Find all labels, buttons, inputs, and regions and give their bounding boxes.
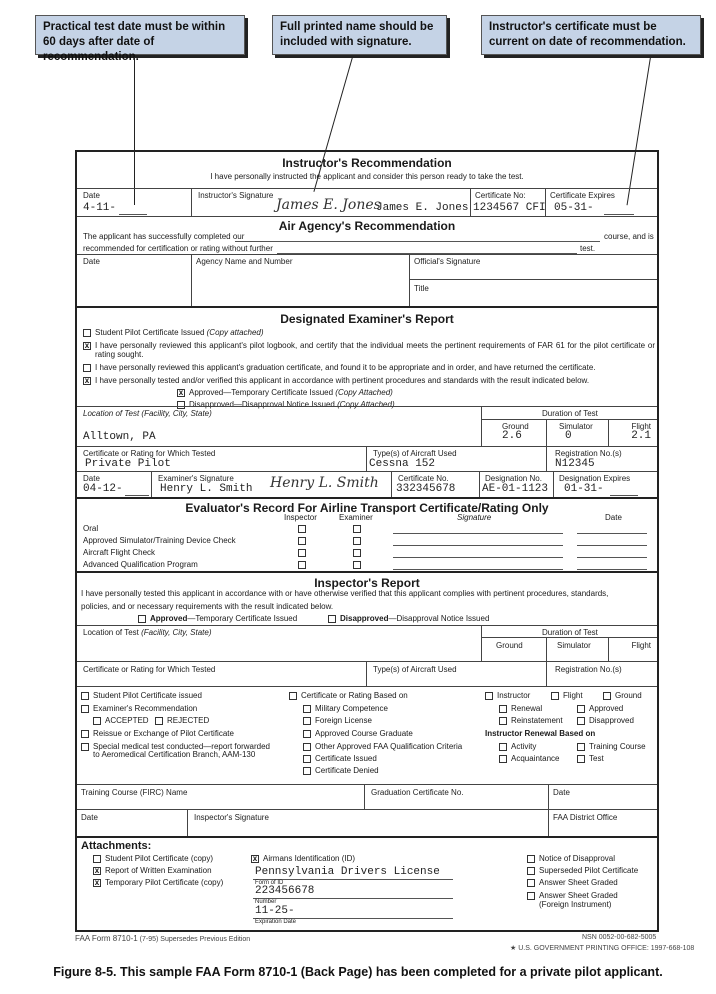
checkbox-student-pilot-issued[interactable] (83, 329, 91, 337)
checkbox-foreign[interactable] (303, 717, 311, 725)
instructor-rec-row (77, 188, 657, 216)
desig-no-field[interactable]: AE-01-1123 (482, 483, 549, 495)
location-field[interactable]: Alltown, PA (83, 431, 156, 443)
att-item: Answer Sheet Graded (539, 891, 618, 900)
checkbox-flight-inspector[interactable] (298, 549, 306, 557)
col-date: Date (605, 513, 622, 522)
cert-no-label: Certificate No: (475, 191, 526, 200)
evaluator-title: Evaluator's Record For Airline Transport Certificate/Rating Only (185, 501, 549, 515)
checkbox-aqp-examiner[interactable] (353, 561, 361, 569)
faa-form-8710-1 (75, 150, 659, 932)
checkbox-course-grad[interactable] (303, 730, 311, 738)
form-footer: FAA Form 8710-1 (7-95) Supersedes Previous Edition (75, 934, 251, 943)
id-form-field[interactable]: Pennsylvania Drivers License (255, 866, 440, 878)
checkbox-logbook-reviewed[interactable]: x (84, 341, 90, 350)
col-examiner: Examiner (339, 513, 373, 522)
instructor-signature: James E. Jones (276, 197, 381, 213)
insp-opt: Military Competence (315, 704, 388, 713)
checkbox-sim-inspector[interactable] (298, 537, 306, 545)
desig-exp-field[interactable]: 01-31- (564, 483, 604, 495)
result-disapproved: Disapproved—Disapproval Notice Issued (Copy Attached) (189, 400, 395, 409)
air-agency-line2-end: test. (580, 244, 596, 253)
exam-cert-no-label: Certificate No. (398, 474, 449, 483)
expiration-label: Expiration Date (255, 919, 297, 925)
checkbox-att-temp-cert[interactable]: x (94, 878, 100, 887)
official-signature-label: Official's Signature (414, 257, 481, 266)
checkbox-approved[interactable]: x (178, 388, 184, 397)
insp-opt: Training Course (589, 742, 646, 751)
att-item: Student Pilot Certificate (copy) (105, 854, 214, 863)
aircraft-label: Type(s) of Aircraft Used (373, 449, 457, 458)
examiner-signature: Henry L. Smith (270, 475, 379, 491)
inspector-checkboxes (77, 686, 657, 784)
checkbox-sim-examiner[interactable] (353, 537, 361, 545)
duration-label: Duration of Test (542, 409, 598, 418)
location-label: Location of Test (Facility, City, State) (83, 409, 212, 418)
checkbox-answer-sheet[interactable] (527, 879, 535, 887)
instructor-rec-title: Instructor's Recommendation (282, 156, 452, 170)
ground-field[interactable]: 2.6 (502, 430, 522, 442)
checkbox-answer-sheet-foreign[interactable] (527, 892, 535, 900)
attachments-section (77, 836, 657, 932)
checkbox-airman-id[interactable]: x (252, 854, 258, 863)
checkbox-notice-disapproval[interactable] (527, 855, 535, 863)
checkbox-other-criteria[interactable] (303, 743, 311, 751)
insp-opt: Certificate Denied (315, 766, 379, 775)
att-item: Superseded Pilot Certificate (539, 866, 639, 875)
checkbox-cert-issued[interactable] (303, 755, 311, 763)
insp-ground-label: Ground (496, 641, 523, 650)
insp-opt: Flight (563, 691, 583, 700)
inspector-location-row (77, 625, 657, 661)
instructor-printed-name[interactable]: James E. Jones (376, 202, 469, 214)
simulator-field[interactable]: 0 (565, 430, 572, 442)
checkbox-military[interactable] (303, 705, 311, 713)
district-office-label: FAA District Office (553, 813, 618, 822)
cert-rating-field[interactable]: Private Pilot (85, 458, 171, 470)
callout-printed-name: Full printed name should be included with signature. (272, 15, 447, 55)
eval-row-label: Aircraft Flight Check (83, 548, 156, 557)
callout-instructor-cert: Instructor's certificate must be current on date of recommendation. (481, 15, 701, 55)
air-agency-line1-end: course, and is (604, 232, 654, 241)
checkbox-cert-based-on[interactable] (289, 692, 297, 700)
checkbox-rejected[interactable] (155, 717, 163, 725)
desig-exp-label: Designation Expires (559, 474, 631, 483)
checkbox-aqp-inspector[interactable] (298, 561, 306, 569)
desig-no-label: Designation No. (485, 474, 542, 483)
course-field[interactable] (235, 241, 600, 242)
insp-cert-rating-label: Certificate or Rating for Which Tested (83, 665, 216, 674)
checkbox-insp-approved[interactable] (138, 615, 146, 623)
insp-flight-label: Flight (631, 641, 651, 650)
examiner-signature-label: Examiner's Signature (158, 474, 234, 483)
flight-label: Flight (631, 422, 651, 431)
att-item: Report of Written Examination (105, 866, 212, 875)
insp-opt: Special medical test conducted—report forwarded (93, 742, 270, 751)
insp-opt: Other Approved FAA Qualification Criteria (315, 742, 463, 751)
checkbox-att-written-exam[interactable]: x (94, 866, 100, 875)
cert-no-field[interactable]: 1234567 CFI (473, 202, 546, 214)
checkbox-att-student-pilot[interactable] (93, 855, 101, 863)
grad-cert-label: Graduation Certificate No. (371, 788, 464, 797)
examiner-printed-name[interactable]: Henry L. Smith (160, 483, 253, 495)
id-number-field[interactable]: 223456678 (255, 885, 315, 897)
registration-label: Registration No.(s) (555, 449, 622, 458)
flight-field[interactable]: 2.1 (631, 430, 651, 442)
firc-date-label: Date (553, 788, 570, 797)
examiner-cert-row (77, 446, 657, 471)
att-item: Temporary Pilot Certificate (copy) (105, 878, 224, 887)
checkbox-reinstatement[interactable] (499, 717, 507, 725)
insp-aircraft-label: Type(s) of Aircraft Used (373, 665, 457, 674)
checkbox-graduation-reviewed[interactable] (83, 364, 91, 372)
simulator-label: Simulator (559, 422, 593, 431)
checkbox-instructor[interactable] (485, 692, 493, 700)
firc-row (77, 784, 657, 809)
att-item-sub: (Foreign Instrument) (539, 900, 612, 909)
number-label: Number (255, 899, 277, 905)
insp-opt: Disapproved (589, 716, 634, 725)
air-agency-title: Air Agency's Recommendation (278, 219, 456, 233)
inspector-cert-row (77, 661, 657, 686)
checkbox-cert-denied[interactable] (303, 767, 311, 775)
insp-opt: Foreign License (315, 716, 372, 725)
agency-date-label: Date (83, 257, 100, 266)
eval-row-label: Advanced Qualification Program (83, 560, 198, 569)
inspector-statement-1: I have personally tested this applicant in accordance with or have otherwise verified that this applicant complies with pertinent procedures, standards, (81, 589, 609, 598)
checkbox-examiner-rec[interactable] (81, 705, 89, 713)
firc-label: Training Course (FIRC) Name (81, 788, 188, 797)
checkbox-disapproved-right[interactable] (577, 717, 585, 725)
insp-sign-row (77, 809, 657, 836)
insp-opt: Test (589, 754, 604, 763)
insp-opt: to Aeromedical Certification Branch, AAM-130 (93, 750, 256, 759)
ground-label: Ground (502, 422, 529, 431)
checkbox-insp-disapproved[interactable] (328, 615, 336, 623)
insp-disapproved: Disapproved—Disapproval Notice Issued (340, 614, 490, 623)
cert-expires-field[interactable]: 05-31- (554, 202, 594, 214)
agency-name-label: Agency Name and Number (196, 257, 293, 266)
item-tested: I have personally tested and/or verified this applicant in accordance with pertinent procedures and standards with the result indicated below. (95, 376, 590, 385)
checkbox-activity[interactable] (499, 743, 507, 751)
inspector-report-title: Inspector's Report (314, 576, 420, 590)
form-of-id-label: Form of ID (255, 880, 284, 886)
item-logbook: I have personally reviewed this applicant's pilot logbook, and certify that the individual meets the pertinent requirements of FAR 61 for the pilot certificate or rating sought. (95, 341, 655, 359)
inspector-statement-2: policies, and or necessary requirements with the result indicated below. (81, 602, 334, 611)
checkbox-flight-examiner[interactable] (353, 549, 361, 557)
item-student-pilot: Student Pilot Certificate Issued (Copy attached) (95, 328, 264, 337)
insp-approved: Approved—Temporary Certificate Issued (150, 614, 298, 623)
checkbox-ground[interactable] (603, 692, 611, 700)
examiner-report (77, 306, 657, 409)
examiner-report-title: Designated Examiner's Report (280, 312, 454, 326)
insp-opt: Reissue or Exchange of Pilot Certificate (93, 729, 234, 738)
insp-opt: ACCEPTED (105, 716, 149, 725)
aircraft-field[interactable]: Cessna 152 (369, 458, 436, 470)
airman-id-label: Airmans Identification (ID) (263, 854, 356, 863)
air-agency-section (77, 216, 657, 254)
cert-expires-label: Certificate Expires (550, 191, 615, 200)
insp-signature-label: Inspector's Signature (194, 813, 269, 822)
insp-opt: Activity (511, 742, 537, 751)
registration-field[interactable]: N12345 (555, 458, 595, 470)
instructor-rec-statement: I have personally instructed the applicant and consider this person ready to take the test. (210, 172, 524, 181)
insp-simulator-label: Simulator (557, 641, 591, 650)
checkbox-accepted[interactable] (93, 717, 101, 725)
gpo-line: ★ U.S. GOVERNMENT PRINTING OFFICE: 1997-668-108 (510, 945, 695, 952)
title-label: Title (414, 284, 429, 293)
exam-date-label: Date (83, 474, 100, 483)
insp-opt: Certificate Issued (315, 754, 377, 763)
date-label: Date (83, 191, 100, 200)
callout-test-date: Practical test date must be within 60 days after date of recommendation. (35, 15, 245, 55)
att-item: Notice of Disapproval (539, 854, 616, 863)
insp-opt: Approved (589, 704, 624, 713)
examiner-sign-row (77, 471, 657, 497)
insp-opt: Approved Course Graduate (315, 729, 413, 738)
checkbox-acquaintance[interactable] (499, 755, 507, 763)
insp-duration-label: Duration of Test (542, 628, 598, 637)
insp-registration-label: Registration No.(s) (555, 665, 622, 674)
checkbox-special-medical[interactable] (81, 743, 89, 751)
att-item: Answer Sheet Graded (539, 878, 618, 887)
checkbox-oral-examiner[interactable] (353, 525, 361, 533)
insp-location-label: Location of Test (Facility, City, State) (83, 628, 212, 637)
checkbox-oral-inspector[interactable] (298, 525, 306, 533)
examiner-location-row (77, 406, 657, 446)
air-agency-line2: recommended for certification or rating without further (83, 244, 273, 253)
eval-row-label: Approved Simulator/Training Device Check (83, 536, 236, 545)
expiration-field[interactable]: 11-25- (255, 905, 295, 917)
checkbox-approved-right[interactable] (577, 705, 585, 713)
checkbox-test[interactable] (577, 755, 585, 763)
checkbox-superseded[interactable] (527, 867, 535, 875)
checkbox-tested-verified[interactable]: x (84, 376, 90, 385)
checkbox-flight[interactable] (551, 692, 559, 700)
insp-opt: Student Pilot Certificate issued (93, 691, 202, 700)
nsn-number: NSN 0052-00-682-5005 (582, 934, 657, 941)
checkbox-reissue[interactable] (81, 730, 89, 738)
insp-opt: Instructor (497, 691, 531, 700)
insp-date-label: Date (81, 813, 98, 822)
checkbox-renewal[interactable] (499, 705, 507, 713)
col-inspector: Inspector (284, 513, 317, 522)
checkbox-student-pilot[interactable] (81, 692, 89, 700)
instructor-signature-label: Instructor's Signature (198, 191, 274, 200)
result-approved: Approved—Temporary Certificate Issued (Copy Attached) (189, 388, 393, 397)
inspector-report (77, 571, 657, 625)
exam-date-field[interactable]: 04-12- (83, 483, 123, 495)
air-agency-line1: The applicant has successfully completed our (83, 232, 245, 241)
insp-opt: Renewal (511, 704, 543, 713)
insp-opt: Examiner's Recommendation (93, 704, 198, 713)
insp-opt: Reinstatement (511, 716, 563, 725)
insp-opt: REJECTED (167, 716, 210, 725)
figure-caption: Figure 8-5. This sample FAA Form 8710-1 (Back Page) has been completed for a private pilot applicant. (53, 965, 663, 979)
checkbox-training-course[interactable] (577, 743, 585, 751)
evaluator-record (77, 497, 657, 571)
item-graduation: I have personally reviewed this applicant's graduation certificate, and found it to be appropriate and in order, and have returned the certificate. (95, 363, 596, 372)
air-agency-fields (77, 254, 657, 306)
insp-opt: Certificate or Rating Based on (301, 691, 408, 700)
renewal-heading: Instructor Renewal Based on (485, 729, 596, 738)
exam-cert-no-field[interactable]: 332345678 (396, 483, 456, 495)
date-field[interactable]: 4-11- (83, 202, 117, 214)
cert-rating-label: Certificate or Rating for Which Tested (83, 449, 216, 458)
insp-opt: Ground (615, 691, 642, 700)
eval-row-label: Oral (83, 524, 99, 533)
insp-opt: Acquaintance (511, 754, 560, 763)
col-signature: Signature (457, 513, 492, 522)
attachments-title: Attachments: (81, 840, 152, 852)
